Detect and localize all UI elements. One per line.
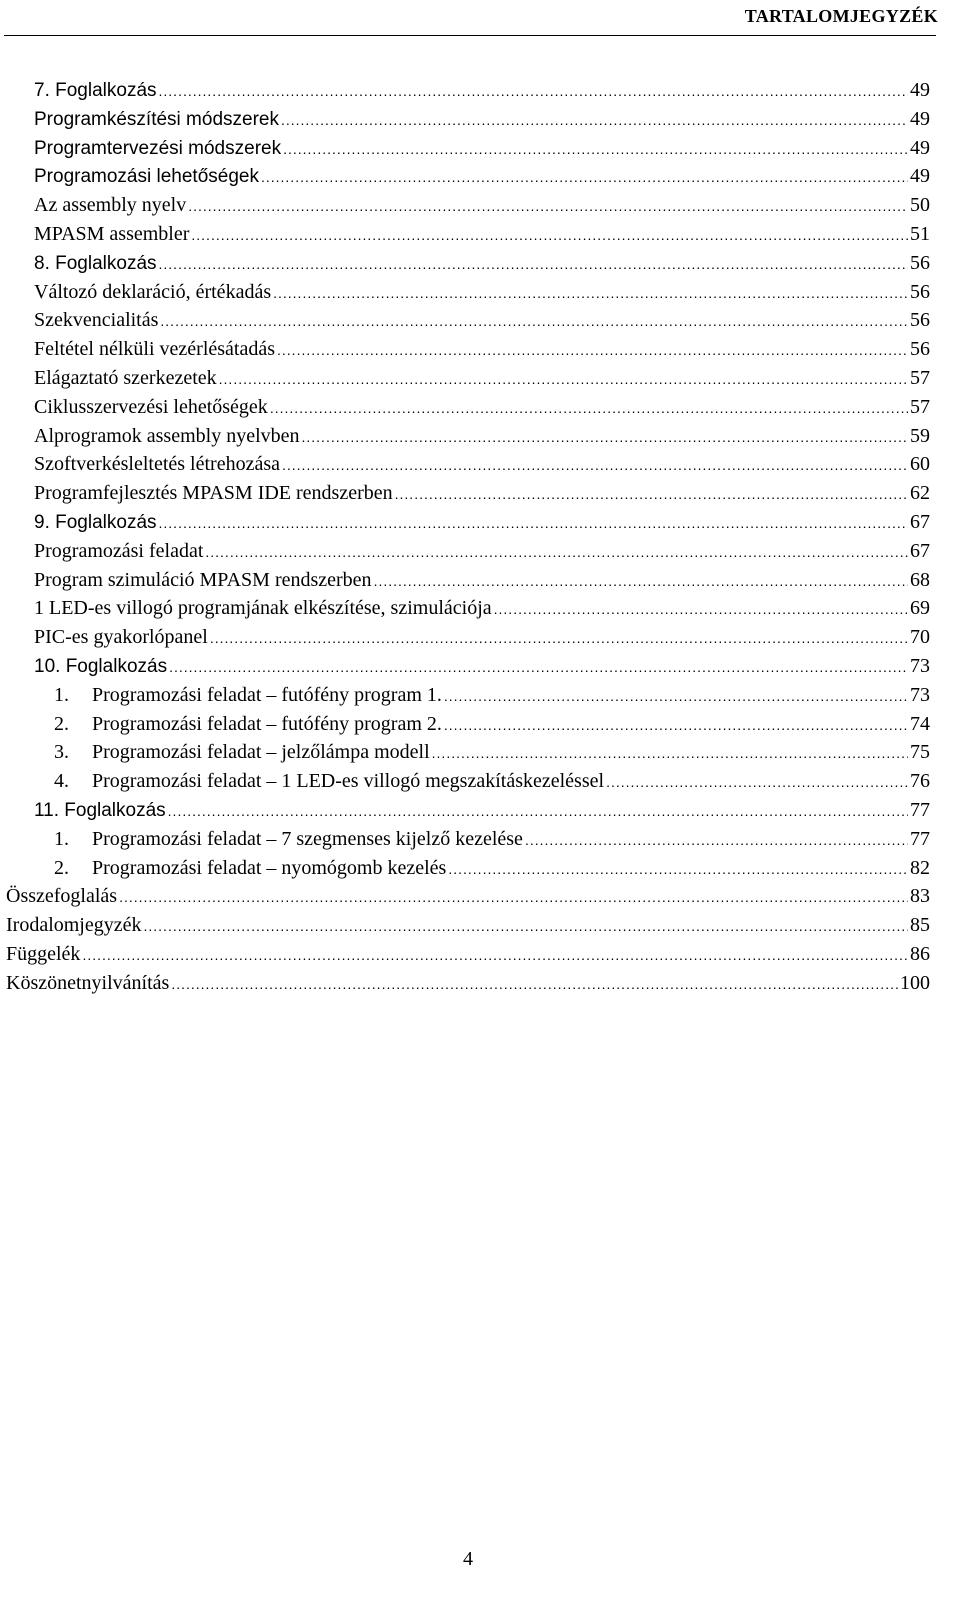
- toc-entry[interactable]: [6, 191, 930, 220]
- toc-entry-page: 56: [910, 309, 930, 332]
- toc-entry-label: 10. Foglalkozás: [34, 655, 168, 677]
- toc-entry[interactable]: [6, 911, 930, 940]
- toc-entry-page: 56: [910, 251, 930, 274]
- toc-entry-label: Irodalomjegyzék: [6, 914, 142, 937]
- toc-entry-page: 86: [910, 942, 930, 965]
- toc-entry-page: 60: [910, 453, 930, 476]
- toc-entry-label: 8. Foglalkozás: [34, 252, 157, 274]
- toc-entry-page: 57: [910, 366, 930, 389]
- toc-dot-leader: [606, 768, 908, 797]
- toc-entry[interactable]: [6, 278, 930, 307]
- toc-dot-leader: [168, 797, 908, 826]
- toc-entry-page: 49: [910, 107, 930, 130]
- toc-entry[interactable]: [6, 364, 930, 393]
- toc-entry[interactable]: [6, 623, 930, 652]
- toc-entry-label: PIC-es gyakorlópanel: [34, 626, 208, 649]
- toc-entry-label: Programozási feladat: [34, 539, 204, 562]
- toc-entry[interactable]: [6, 220, 930, 249]
- toc-entry-number: 4.: [54, 770, 69, 793]
- page-number: 4: [463, 1548, 473, 1570]
- toc-entry[interactable]: [6, 162, 930, 191]
- toc-entry[interactable]: [6, 652, 930, 681]
- toc-entry[interactable]: [6, 882, 930, 911]
- toc-entry-page: 56: [910, 338, 930, 361]
- toc-entry[interactable]: [6, 393, 930, 422]
- toc-entry-number: 1.: [54, 683, 69, 706]
- toc-entry[interactable]: [6, 710, 930, 739]
- toc-entry-label: Program szimuláció MPASM rendszerben: [34, 568, 372, 591]
- toc-entry-page: 82: [910, 856, 930, 879]
- toc-entry-label: 7. Foglalkozás: [34, 80, 157, 101]
- toc-dot-leader: [261, 163, 908, 192]
- toc-dot-leader: [448, 855, 908, 884]
- toc-entry-page: 49: [910, 136, 930, 159]
- toc-entry-label: Alprogramok assembly nyelvben: [34, 424, 300, 447]
- toc-dot-leader: [395, 480, 908, 509]
- toc-dot-leader: [432, 739, 908, 768]
- toc-entry[interactable]: [6, 969, 930, 998]
- toc-entry[interactable]: [6, 508, 930, 537]
- toc-entry[interactable]: [6, 335, 930, 364]
- toc-dot-leader: [444, 682, 908, 711]
- toc-entry-label: Köszönetnyilvánítás: [6, 971, 170, 994]
- toc-entry-label: MPASM assembler: [34, 222, 190, 245]
- toc-entry-label: Függelék: [6, 942, 81, 965]
- toc-entry-page: 50: [910, 194, 930, 217]
- toc-entry-label: Programozási feladat – 1 LED-es villogó megszakításkezeléssel: [92, 770, 605, 793]
- toc-dot-leader: [302, 423, 909, 452]
- toc-entry-page: 68: [910, 568, 930, 591]
- toc-entry[interactable]: [6, 767, 930, 796]
- toc-entry-label: Programfejlesztés MPASM IDE rendszerben: [34, 482, 393, 505]
- running-header-title: TARTALOMJEGYZÉK: [744, 6, 938, 26]
- toc-entry-page: 83: [910, 885, 930, 908]
- toc-entry-label: Programozási feladat – nyomógomb kezelés: [92, 856, 447, 879]
- toc-dot-leader: [159, 77, 908, 106]
- toc-entry[interactable]: [6, 738, 930, 767]
- toc-entry-page: 76: [910, 770, 930, 793]
- toc-entry-page: 51: [910, 222, 930, 245]
- toc-entry[interactable]: [6, 422, 930, 451]
- toc-entry-label: Programkészítési módszerek: [34, 108, 279, 130]
- toc-entry-label: Programozási lehetőségek: [34, 166, 259, 188]
- toc-entry-label: 11. Foglalkozás: [34, 799, 166, 821]
- toc-entry-page: 100: [900, 971, 930, 994]
- toc-entry[interactable]: [6, 306, 930, 335]
- toc-entry[interactable]: [6, 479, 930, 508]
- toc-entry[interactable]: [6, 105, 930, 134]
- toc-dot-leader: [277, 336, 908, 365]
- toc-entry-number: 2.: [54, 712, 69, 735]
- toc-entry[interactable]: [6, 594, 930, 623]
- toc-entry-label: Elágaztató szerkezetek: [34, 366, 217, 389]
- toc-dot-leader: [169, 653, 908, 682]
- toc-entry-page: 77: [910, 827, 930, 850]
- toc-entry-page: 73: [910, 654, 930, 677]
- toc-entry-label: Programozási feladat – 7 szegmenses kijelző kezelése: [92, 827, 523, 850]
- toc-dot-leader: [144, 912, 909, 941]
- toc-dot-leader: [270, 394, 908, 423]
- toc-entry-page: 49: [910, 165, 930, 188]
- toc-dot-leader: [525, 826, 908, 855]
- toc-dot-leader: [219, 365, 908, 394]
- toc-entry-number: 2.: [54, 856, 69, 879]
- toc-dot-leader: [210, 624, 908, 653]
- toc-entry[interactable]: [6, 76, 930, 105]
- toc-entry[interactable]: [6, 566, 930, 595]
- toc-dot-leader: [82, 941, 908, 970]
- toc-entry-page: 59: [910, 424, 930, 447]
- toc-entry-label: 1 LED-es villogó programjának elkészítése, szimulációja: [34, 597, 492, 620]
- toc-dot-leader: [374, 567, 908, 596]
- toc-entry-label: Ciklusszervezési lehetőségek: [34, 395, 268, 418]
- toc-entry-label: Feltétel nélküli vezérlésátadás: [34, 338, 276, 361]
- toc-entry[interactable]: [6, 825, 930, 854]
- toc-dot-leader: [281, 106, 908, 135]
- toc-dot-leader: [191, 221, 908, 250]
- toc-entry-number: 3.: [54, 741, 69, 764]
- toc-entry[interactable]: [6, 537, 930, 566]
- toc-entry[interactable]: [6, 796, 930, 825]
- toc-entry-number: 1.: [54, 827, 69, 850]
- toc-dot-leader: [160, 307, 908, 336]
- toc-dot-leader: [205, 538, 908, 567]
- toc-entry-page: 74: [910, 712, 930, 735]
- toc-dot-leader: [283, 135, 908, 164]
- toc-entry-label: Összefoglalás: [6, 885, 118, 908]
- toc-entry[interactable]: [6, 854, 930, 883]
- toc-entry-label: Változó deklaráció, értékadás: [34, 280, 272, 303]
- toc-entry-page: 85: [910, 914, 930, 937]
- toc-entry-page: 70: [910, 626, 930, 649]
- toc-dot-leader: [494, 595, 908, 624]
- toc-dot-leader: [159, 509, 908, 538]
- toc-dot-leader: [282, 451, 908, 480]
- toc-entry-label: Programtervezési módszerek: [34, 137, 282, 159]
- toc-entry-label: Szoftverkésleltetés létrehozása: [34, 453, 280, 476]
- table-of-contents: [6, 76, 930, 998]
- toc-entry-label: Az assembly nyelv: [34, 194, 187, 217]
- toc-entry-page: 67: [910, 510, 930, 533]
- toc-dot-leader: [444, 711, 908, 740]
- toc-entry[interactable]: [6, 249, 930, 278]
- toc-entry[interactable]: [6, 450, 930, 479]
- toc-entry-page: 57: [910, 395, 930, 418]
- toc-dot-leader: [119, 883, 908, 912]
- toc-entry[interactable]: [6, 681, 930, 710]
- toc-dot-leader: [159, 250, 908, 279]
- toc-entry-label: Programozási feladat – jelzőlámpa modell: [92, 741, 430, 764]
- toc-entry-label: Szekvencialitás: [34, 309, 159, 332]
- toc-entry-page: 73: [910, 683, 930, 706]
- toc-entry-label: 9. Foglalkozás: [34, 511, 157, 533]
- toc-entry-page: 77: [910, 798, 930, 821]
- toc-dot-leader: [171, 970, 898, 999]
- toc-dot-leader: [273, 279, 908, 308]
- toc-entry-page: 69: [910, 597, 930, 620]
- toc-entry-page: 49: [910, 79, 930, 101]
- toc-entry[interactable]: [6, 134, 930, 163]
- header-rule: [4, 35, 936, 36]
- toc-entry-page: 62: [910, 482, 930, 505]
- toc-entry-label: Programozási feladat – futófény program 1.: [92, 683, 442, 706]
- toc-entry[interactable]: [6, 940, 930, 969]
- toc-entry-page: 75: [910, 741, 930, 764]
- toc-entry-label: Programozási feladat – futófény program 2.: [92, 712, 442, 735]
- toc-entry-page: 67: [910, 539, 930, 562]
- toc-dot-leader: [188, 192, 908, 221]
- toc-entry-page: 56: [910, 280, 930, 303]
